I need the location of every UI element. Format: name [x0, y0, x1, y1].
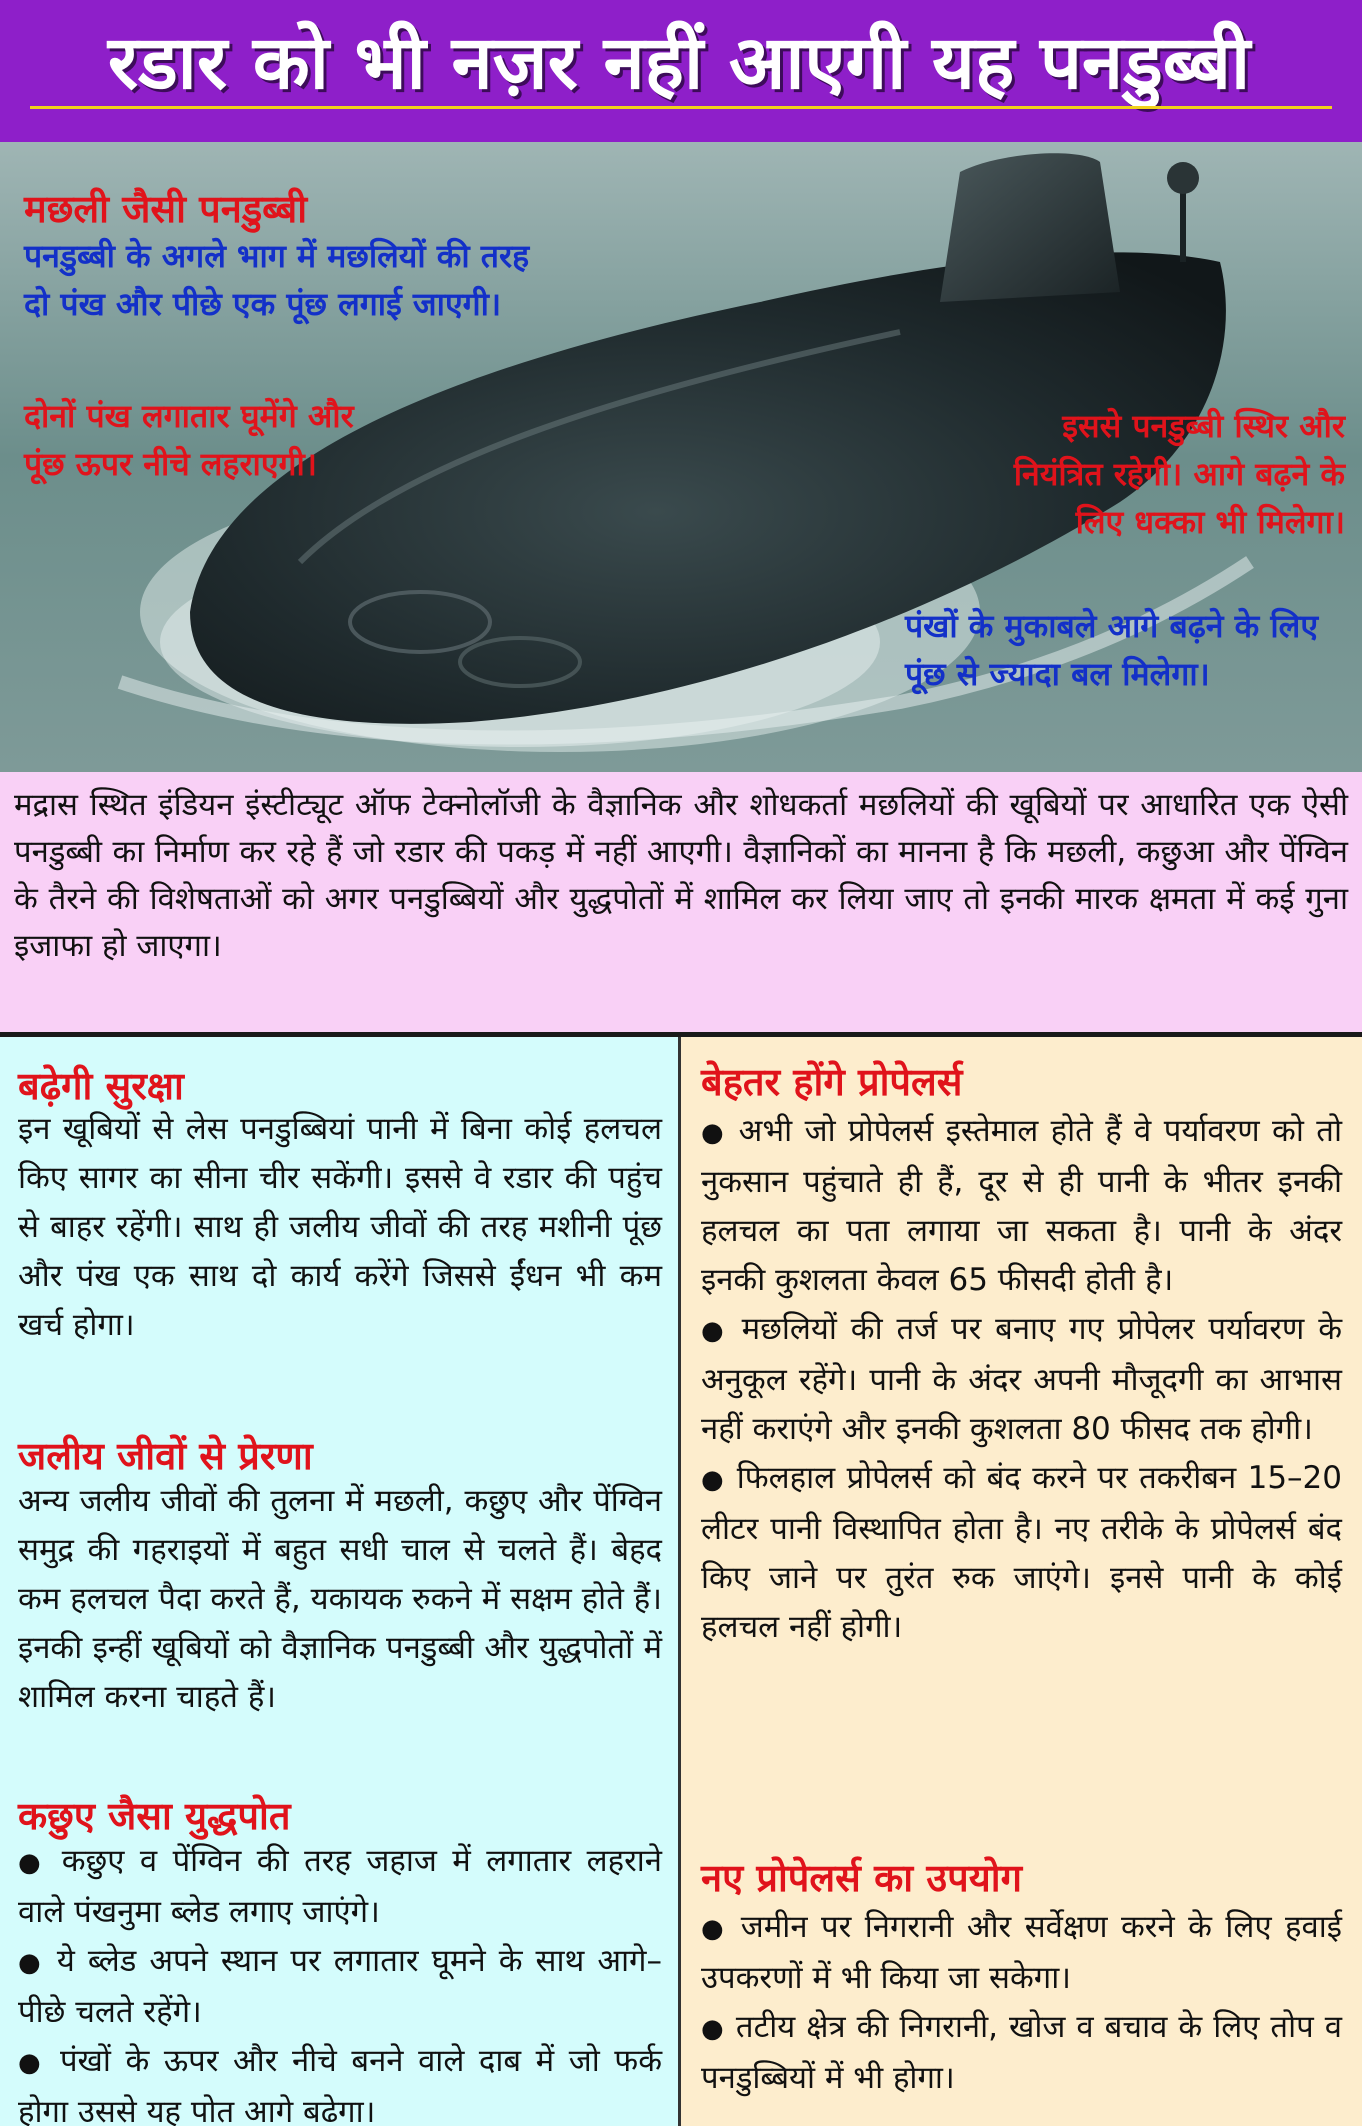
bullet-icon: ● [701, 1118, 727, 1148]
list-item [701, 1454, 1342, 1652]
callout-stability: इससे पनडुब्बी स्थिर और नियंत्रित रहेगी। आगे बढ़ने के लिए धक्का भी मिलेगा। [1013, 407, 1345, 541]
headline-banner [0, 0, 1362, 142]
list-item [18, 1937, 662, 2037]
section-title-better-propellers: बेहतर होंगे प्रोपेलर्स [701, 1060, 963, 1104]
right-column [681, 1037, 1362, 2126]
bullet-icon: ● [18, 2048, 46, 2078]
list-item-text: तटीय क्षेत्र की निगरानी, खोज व बचाव के लिए तोप व पनडुब्बियों में भी होगा। [701, 2009, 1342, 2096]
list-item [701, 1903, 1342, 2003]
list-item-text: अभी जो प्रोपेलर्स इस्तेमाल होते हैं वे पर्यावरण को तो नुकसान पहुंचाते ही हैं, दूर से ही पानी के भीतर इनकी हलचल का पता लगाया जा सकता है। पानी के अंदर इनकी कुशलता केवल 65 फीसदी होती है। [701, 1113, 1343, 1298]
section-title-propeller-uses: नए प्रोपेलर्स का उपयोग [701, 1856, 1023, 1900]
headline-underline [30, 106, 1332, 109]
list-item-text: मछलियों की तर्ज पर बनाए गए प्रोपेलर पर्यावरण के अनुकूल रहेंगे। पानी के अंदर अपनी मौजूदगी का आभास नहीं कराएंगे और इनकी कुशलता 80 फीसद तक होगी। [701, 1311, 1343, 1447]
bullet-icon: ● [701, 1914, 728, 1944]
bullet-icon: ● [701, 1316, 728, 1346]
submarine-photo [0, 142, 1362, 772]
list-item [701, 1107, 1342, 1305]
callout-fish-submarine-title: मछली जैसी पनडुब्बी [24, 187, 308, 231]
list-item [701, 1305, 1342, 1454]
list-item-text: कछुए व पेंग्विन की तरह जहाज में लगातार लहराने वाले पंखनुमा ब्लेड लगाए जाएंगे। [18, 1843, 662, 1930]
callout-tail-thrust: पंखों के मुकाबले आगे बढ़ने के लिए पूंछ से ज्यादा बल मिलेगा। [905, 607, 1319, 693]
list-item-text: ये ब्लेड अपने स्थान पर लगातार घूमने के साथ आगे–पीछे चलते रहेंगे। [18, 1943, 663, 2030]
list-item [701, 2003, 1342, 2103]
headline: रडार को भी नज़र नहीं आएगी यह पनडुब्बी [107, 20, 1251, 106]
bullet-icon: ● [701, 2014, 725, 2044]
intro-paragraph: मद्रास स्थित इंडियन इंस्टीट्यूट ऑफ टेक्नोलॉजी के वैज्ञानिक और शोधकर्ता मछलियों की खूबियों पर आधारित एक ऐसी पनडुब्बी का निर्माण कर रहे हैं जो रडार की पकड़ में नहीं आएगी। वैज्ञानिकों का मानना है कि मछली, कछुआ और पेंग्विन के तैरने की विशेषताओं को अगर पनडुब्बियों और युद्धपोतों में शामिल कर लिया जाए तो इनकी मारक क्षमता में कई गुना इजाफा हो जाएगा। [0, 772, 1362, 1032]
section-body-inspiration: अन्य जलीय जीवों की तुलना में मछली, कछुए और पेंग्विन समुद्र की गहराइयों में बहुत सधी चाल से चलते हैं। बेहद कम हलचल पैदा करते हैं, यकायक रुकने में सक्षम होते हैं। इनकी इन्हीं खूबियों को वैज्ञानिक पनडुब्बी और युद्धपोतों में शामिल करना चाहते हैं। [18, 1483, 662, 1715]
bullet-icon: ● [18, 1848, 47, 1878]
section-body-turtle-warship [18, 1837, 662, 2126]
callout-fin-motion: दोनों पंख लगातार घूमेंगे और पूंछ ऊपर नीचे लहराएगी। [24, 397, 354, 483]
list-item-text: फिलहाल प्रोपेलर्स को बंद करने पर तकरीबन 15–20 लीटर पानी विस्थापित होता है। नए तरीके के प्रोपेलर्स बंद किए जाने पर तुरंत रुक जाएंगे। इनसे पानी के कोई हलचल नहीं होगी। [701, 1460, 1342, 1645]
callout-fins-and-tail: पनडुब्बी के अगले भाग में मछलियों की तरह दो पंख और पीछे एक पूंछ लगाई जाएगी। [24, 237, 530, 323]
section-body-better-propellers [701, 1107, 1342, 1652]
section-body-security: इन खूबियों से लेस पनडुब्बियां पानी में बिना कोई हलचल किए सागर का सीना चीर सकेंगी। इससे वे रडार की पहुंच से बाहर रहेंगी। साथ ही जलीय जीवों की तरह मशीनी पूंछ और पंख एक साथ दो कार्य करेंगे जिससे ईंधन भी कम खर्च होगा। [18, 1111, 662, 1343]
list-item [18, 2037, 662, 2126]
section-body-propeller-uses [701, 1903, 1342, 2103]
section-title-security: बढ़ेगी सुरक्षा [18, 1064, 184, 1108]
list-item-text: जमीन पर निगरानी और सर्वेक्षण करने के लिए हवाई उपकरणों में भी किया जा सकेगा। [701, 1909, 1342, 1996]
bullet-icon: ● [18, 1948, 44, 1978]
section-title-turtle-warship: कछुए जैसा युद्धपोत [18, 1794, 291, 1838]
list-item [18, 1837, 662, 1937]
left-column [0, 1037, 678, 2126]
bullet-icon: ● [701, 1465, 726, 1495]
list-item-text: पंखों के ऊपर और नीचे बनने वाले दाब में जो फर्क होगा उससे यह पोत आगे बढेगा। [18, 2043, 663, 2126]
section-title-inspiration: जलीय जीवों से प्रेरणा [18, 1434, 313, 1478]
